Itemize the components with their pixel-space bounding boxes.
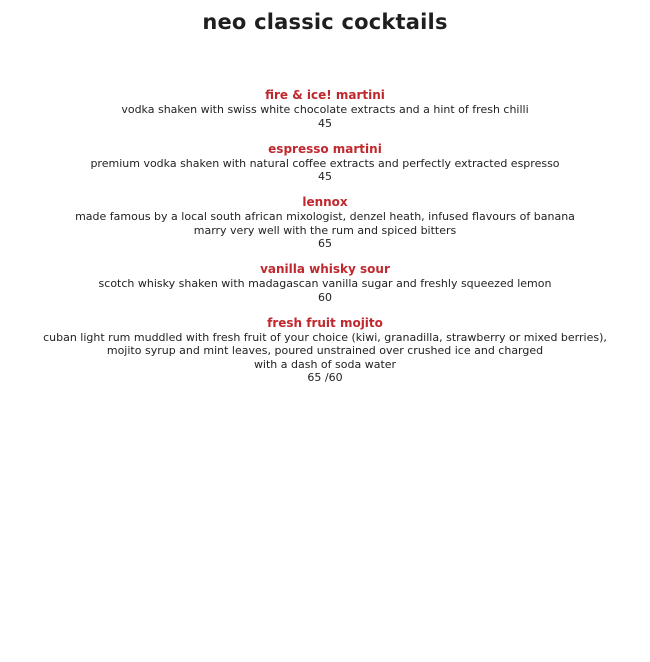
description-line: vodka shaken with swiss white chocolate extracts and a hint of fresh chilli <box>121 103 529 116</box>
item-name: fire & ice! martini <box>265 88 385 102</box>
menu-item <box>0 262 650 305</box>
description-line: marry very well with the rum and spiced bitters <box>193 223 457 237</box>
menu-item <box>0 195 650 251</box>
page-title: neo classic cocktails <box>202 10 448 34</box>
item-description <box>0 210 650 237</box>
item-name: fresh fruit mojito <box>267 315 383 330</box>
description-line: made famous by a local south african mixologist, denzel heath, infused flavours of banana <box>75 210 575 223</box>
item-price: 45 <box>318 116 332 130</box>
menu-item <box>0 88 650 131</box>
menu-item <box>0 142 650 185</box>
description-line: premium vodka shaken with natural coffee extracts and perfectly extracted espresso <box>90 156 560 170</box>
item-price: 60 <box>318 290 332 304</box>
description-line: cuban light rum muddled with fresh fruit of your choice (kiwi, granadilla, strawberry or mixed berries), <box>43 330 607 344</box>
description-line: mojito syrup and mint leaves, poured unstrained over crushed ice and charged <box>106 344 544 357</box>
menu-item <box>0 316 650 386</box>
item-price: 65 /60 <box>307 371 343 384</box>
item-price: 65 <box>318 237 332 250</box>
item-price: 45 <box>318 170 332 183</box>
menu-list <box>0 88 650 396</box>
description-line: with a dash of soda water <box>253 357 397 371</box>
item-name: lennox <box>302 195 348 209</box>
item-name: espresso martini <box>268 141 382 156</box>
description-line: scotch whisky shaken with madagascan vanilla sugar and freshly squeezed lemon <box>98 277 552 290</box>
item-description <box>0 331 650 372</box>
item-name: vanilla whisky sour <box>260 262 390 276</box>
item-description <box>0 103 650 117</box>
item-description <box>0 277 650 291</box>
item-description <box>0 157 650 171</box>
